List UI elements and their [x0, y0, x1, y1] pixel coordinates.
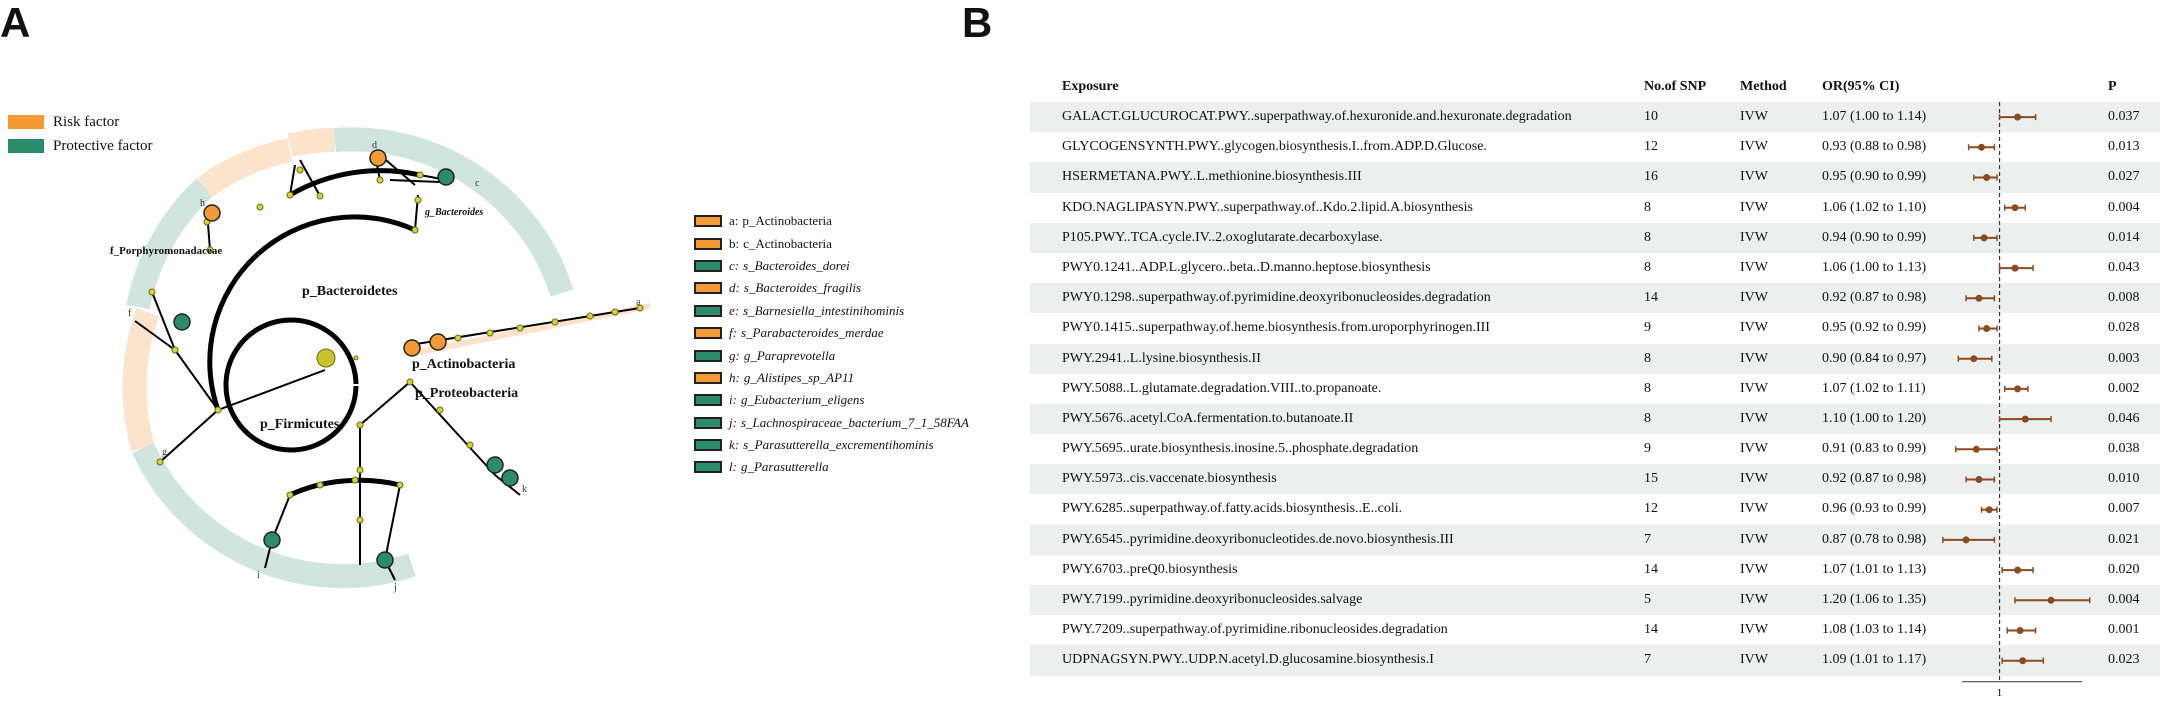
table-row: [1030, 645, 2160, 675]
legend-protective-row: [8, 134, 153, 158]
node: [357, 467, 363, 473]
node: [397, 482, 403, 488]
row-method: IVW: [1740, 531, 1768, 547]
row-nsnp: 14: [1644, 290, 1658, 306]
row-or: 1.06 (1.02 to 1.10): [1822, 199, 1927, 215]
node: [455, 335, 461, 341]
clade-key-item: [694, 232, 969, 254]
node: [412, 227, 418, 233]
table-row: [1030, 102, 2160, 132]
clade-key-letter: b:: [729, 235, 740, 251]
tip-letter-j: j: [394, 582, 397, 593]
row-method: IVW: [1740, 199, 1768, 215]
node-alistipes: [204, 205, 220, 221]
row-p: 0.007: [2108, 501, 2140, 517]
row-nsnp: 7: [1644, 652, 1651, 668]
tip-letter-i: i: [257, 570, 260, 581]
row-or: 1.20 (1.06 to 1.35): [1822, 592, 1927, 607]
row-or: 1.08 (1.03 to 1.14): [1822, 622, 1927, 638]
row-exposure: HSERMETANA.PWY..L.methionine.biosynthesis.III: [1062, 169, 1362, 185]
clade-color-box: [694, 327, 722, 339]
branch-line: [218, 370, 325, 410]
header-exposure: Exposure: [1062, 79, 1119, 94]
clade-color-box: [694, 372, 722, 384]
row-method: IVW: [1740, 139, 1768, 155]
row-nsnp: 10: [1644, 109, 1658, 124]
row-p: 0.023: [2108, 652, 2140, 668]
clade-highlight-firmicutes: [143, 448, 412, 576]
row-exposure: UDPNAGSYN.PWY..UDP.N.acetyl.D.glucosamine.biosynthesis.I: [1062, 652, 1434, 668]
clade-key-name: g_Paraprevotella: [743, 347, 836, 363]
node: [317, 482, 323, 488]
node: [149, 289, 155, 295]
clade-key-item: [694, 412, 969, 434]
factor-legend: [8, 110, 153, 158]
node: [437, 407, 443, 413]
label-actinobacteria: p_Actinobacteria: [412, 357, 516, 372]
row-or: 1.07 (1.00 to 1.14): [1822, 109, 1927, 124]
row-exposure: PWY.7199..pyrimidine.deoxyribonucleosides.salvage: [1062, 592, 1363, 607]
row-p: 0.013: [2108, 139, 2140, 155]
label-proteobacteria: p_Proteobacteria: [415, 386, 519, 401]
node: [157, 459, 163, 465]
row-or: 1.10 (1.00 to 1.20): [1822, 410, 1927, 426]
clade-highlight-parabacteroides: [135, 312, 148, 448]
clade-key-item: [694, 434, 969, 456]
row-exposure: PWY0.1415..superpathway.of.heme.biosynthesis.from.uroporphyrinogen.III: [1062, 320, 1490, 336]
branch-line: [385, 485, 400, 560]
node: [587, 313, 593, 319]
node: [257, 204, 263, 210]
branch-bacteroides-arc: [290, 171, 420, 195]
legend-risk-row: [8, 110, 153, 134]
row-nsnp: 12: [1644, 501, 1658, 517]
clade-color-box: [694, 461, 722, 473]
row-nsnp: 9: [1644, 320, 1651, 336]
branch-firmicutes-arc: [290, 480, 400, 495]
branch-bacteroidetes-arc: [210, 217, 415, 410]
clade-key-letter: l:: [729, 459, 737, 475]
clade-key-name: c_Actinobacteria: [743, 235, 832, 251]
clade-key-letter: k:: [729, 437, 740, 453]
x-axis-tick-label: 1: [1996, 686, 2003, 699]
node: [487, 330, 493, 336]
node-bacteroides-dorei: [438, 169, 454, 185]
branch-line: [360, 382, 410, 425]
clade-key-item: [694, 344, 969, 366]
clade-key-name: g_Eubacterium_eligens: [740, 392, 865, 408]
forest-header-row: [1030, 72, 2160, 102]
row-nsnp: 15: [1644, 471, 1658, 487]
node-actinobacteria-phylum: [404, 340, 420, 356]
clade-key-item: [694, 456, 969, 478]
table-row: [1030, 585, 2160, 615]
clade-key-item: [694, 322, 969, 344]
clade-key-letter: i:: [729, 392, 737, 408]
tip-letter-g: g: [162, 447, 167, 458]
table-row: [1030, 132, 2160, 162]
risk-swatch: [8, 115, 44, 129]
row-p: 0.001: [2108, 622, 2140, 638]
node: [415, 197, 421, 203]
clade-key-name: s_Bacteroides_dorei: [743, 257, 850, 273]
row-or: 0.92 (0.87 to 0.98): [1822, 471, 1927, 487]
row-exposure: PWY.6285..superpathway.of.fatty.acids.biosynthesis..E..coli.: [1062, 501, 1403, 517]
clade-key-letter: h:: [729, 369, 740, 385]
row-nsnp: 12: [1644, 139, 1658, 155]
row-or: 0.94 (0.90 to 0.99): [1822, 229, 1927, 245]
clade-key-item: [694, 255, 969, 277]
row-method: IVW: [1740, 109, 1768, 124]
row-method: IVW: [1740, 259, 1768, 275]
clade-color-box: [694, 238, 722, 250]
row-p: 0.043: [2108, 259, 2140, 275]
row-exposure: PWY0.1298..superpathway.of.pyrimidine.deoxyribonucleosides.degradation: [1062, 290, 1491, 306]
row-or: 1.07 (1.02 to 1.11): [1822, 380, 1926, 396]
node-parasutterella-species: [502, 470, 518, 486]
node: [377, 177, 383, 183]
root-node: [317, 349, 335, 367]
node: [357, 517, 363, 523]
clade-key-item: [694, 389, 969, 411]
row-or: 0.91 (0.83 to 0.99): [1822, 441, 1927, 457]
tip-letter-f: f: [128, 308, 132, 319]
protective-label: Protective factor: [53, 137, 153, 154]
row-exposure: GLYCOGENSYNTH.PWY..glycogen.biosynthesis.I..from.ADP.D.Glucose.: [1062, 139, 1487, 155]
row-p: 0.020: [2108, 561, 2140, 577]
row-p: 0.004: [2108, 592, 2140, 607]
node-eubacterium: [264, 532, 280, 548]
table-row: [1030, 525, 2160, 555]
branch-line: [160, 410, 218, 462]
row-nsnp: 8: [1644, 410, 1651, 426]
row-exposure: PWY.7209..superpathway.of.pyrimidine.ribonucleosides.degradation: [1062, 622, 1448, 638]
table-row: [1030, 404, 2160, 434]
node-actinobacteria-class: [430, 334, 446, 350]
row-method: IVW: [1740, 410, 1768, 426]
table-row: [1030, 313, 2160, 343]
row-nsnp: 8: [1644, 380, 1651, 396]
row-or: 0.92 (0.87 to 0.98): [1822, 290, 1927, 306]
clade-key-letter: c:: [729, 257, 740, 273]
row-exposure: KDO.NAGLIPASYN.PWY..superpathway.of..Kdo.2.lipid.A.biosynthesis: [1062, 199, 1473, 215]
clade-key-name: s_Parabacteroides_merdae: [740, 325, 884, 341]
row-or: 0.96 (0.93 to 0.99): [1822, 501, 1927, 517]
row-or: 0.87 (0.78 to 0.98): [1822, 531, 1927, 547]
node: [407, 379, 413, 385]
risk-label: Risk factor: [53, 113, 120, 130]
row-method: IVW: [1740, 290, 1768, 306]
label-bacteroidetes: p_Bacteroidetes: [302, 284, 398, 299]
row-p: 0.002: [2108, 380, 2140, 396]
row-exposure: P105.PWY..TCA.cycle.IV..2.oxoglutarate.decarboxylase.: [1062, 229, 1383, 245]
node: [215, 407, 221, 413]
row-exposure: PWY.5676..acetyl.CoA.fermentation.to.butanoate.II: [1062, 410, 1354, 426]
header-method: Method: [1740, 79, 1787, 94]
row-method: IVW: [1740, 320, 1768, 336]
row-method: IVW: [1740, 441, 1768, 457]
clade-key-letter: j:: [729, 414, 737, 430]
clade-key-name: p_Actinobacteria: [742, 213, 832, 229]
node-barnesiella: [174, 314, 190, 330]
clade-key-letter: e:: [729, 302, 740, 318]
clade-color-box: [694, 260, 722, 272]
header-or: OR(95% CI): [1822, 79, 1900, 94]
label-firmicutes: p_Firmicutes: [260, 417, 340, 432]
row-nsnp: 8: [1644, 199, 1651, 215]
panel-label-b: B: [962, 0, 993, 46]
clade-highlight-bacteroides-dorei: [290, 140, 335, 145]
row-method: IVW: [1740, 380, 1768, 396]
row-exposure: PWY.6703..preQ0.biosynthesis: [1062, 561, 1238, 577]
row-exposure: PWY.6545..pyrimidine.deoxyribonucleotides.de.novo.biosynthesis.III: [1062, 531, 1454, 547]
clade-key-letter: d:: [729, 280, 740, 296]
row-p: 0.046: [2108, 410, 2140, 426]
clade-color-box: [694, 417, 722, 429]
row-p: 0.014: [2108, 229, 2140, 245]
row-nsnp: 8: [1644, 259, 1651, 275]
row-or: 0.90 (0.84 to 0.97): [1822, 350, 1927, 366]
clade-key-name: s_Lachnospiraceae_bacterium_7_1_58FAA: [740, 414, 969, 430]
node: [612, 309, 618, 315]
node: [354, 356, 358, 360]
row-p: 0.010: [2108, 471, 2140, 487]
clade-color-box: [694, 215, 722, 227]
row-exposure: GALACT.GLUCUROCAT.PWY..superpathway.of.hexuronide.and.hexuronate.degradation: [1062, 109, 1572, 124]
clade-key-name: s_Bacteroides_fragilis: [743, 280, 862, 296]
clade-key-name: s_Barnesiella_intestinihominis: [743, 302, 905, 318]
row-p: 0.008: [2108, 290, 2140, 306]
clade-key-item: [694, 367, 969, 389]
clade-key-legend: [694, 210, 969, 479]
node: [172, 347, 178, 353]
row-nsnp: 14: [1644, 622, 1658, 638]
tip-letter-a: a: [636, 297, 641, 308]
clade-key-letter: g:: [729, 347, 740, 363]
node: [287, 192, 293, 198]
row-method: IVW: [1740, 169, 1768, 185]
clade-key-item: [694, 300, 969, 322]
node: [517, 325, 523, 331]
tip-letter-d: d: [372, 140, 377, 151]
table-row: [1030, 555, 2160, 585]
row-method: IVW: [1740, 592, 1768, 607]
table-row: [1030, 223, 2160, 253]
row-nsnp: 9: [1644, 441, 1651, 457]
tip-letter-h: h: [200, 198, 205, 209]
row-method: IVW: [1740, 501, 1768, 517]
clade-key-letter: a:: [729, 213, 739, 229]
tip-letter-k: k: [522, 484, 527, 495]
row-exposure: PWY.5695..urate.biosynthesis.inosine.5..phosphate.degradation: [1062, 441, 1419, 457]
table-row: [1030, 283, 2160, 313]
header-nsnp: No.of SNP: [1644, 79, 1707, 94]
row-exposure: PWY.5088..L.glutamate.degradation.VIII..to.propanoate.: [1062, 380, 1382, 396]
clade-color-box: [694, 394, 722, 406]
row-p: 0.027: [2108, 169, 2140, 185]
node: [467, 442, 473, 448]
forest-table: [1030, 72, 2160, 699]
table-row: [1030, 253, 2160, 283]
row-nsnp: 8: [1644, 229, 1651, 245]
row-exposure: PWY.5973..cis.vaccenate.biosynthesis: [1062, 471, 1277, 487]
row-exposure: PWY.2941..L.lysine.biosynthesis.II: [1062, 350, 1261, 366]
clade-color-box: [694, 439, 722, 451]
row-method: IVW: [1740, 471, 1768, 487]
clade-key-item: [694, 277, 969, 299]
row-p: 0.004: [2108, 199, 2140, 215]
clade-highlight-alistipes: [205, 150, 290, 187]
row-nsnp: 8: [1644, 350, 1651, 366]
table-row: [1030, 494, 2160, 524]
clade-key-name: g_Alistipes_sp_AP11: [743, 369, 855, 385]
row-nsnp: 5: [1644, 592, 1651, 607]
row-or: 0.95 (0.92 to 0.99): [1822, 320, 1927, 336]
row-p: 0.021: [2108, 531, 2140, 547]
table-row: [1030, 434, 2160, 464]
row-method: IVW: [1740, 350, 1768, 366]
row-or: 0.95 (0.90 to 0.99): [1822, 169, 1927, 185]
protective-swatch: [8, 139, 44, 153]
label-porphyromonadaceae: f_Porphyromonadaceae: [110, 245, 223, 257]
node-bacteroides-fragilis: [370, 150, 386, 166]
row-p: 0.037: [2108, 109, 2140, 124]
branch-line: [390, 180, 440, 182]
header-p: P: [2108, 79, 2117, 94]
node: [417, 172, 423, 178]
row-or: 1.07 (1.01 to 1.13): [1822, 561, 1927, 577]
row-or: 1.06 (1.00 to 1.13): [1822, 259, 1927, 275]
row-method: IVW: [1740, 622, 1768, 638]
row-exposure: PWY0.1241..ADP.L.glycero..beta..D.manno.heptose.biosynthesis: [1062, 259, 1431, 275]
row-nsnp: 7: [1644, 531, 1651, 547]
node-lachnospiraceae: [377, 552, 393, 568]
panel-label-a: A: [0, 0, 31, 46]
clade-key-name: g_Parasutterella: [740, 459, 829, 475]
clade-color-box: [694, 350, 722, 362]
clade-color-box: [694, 305, 722, 317]
table-row: [1030, 464, 2160, 494]
node: [317, 193, 323, 199]
tip-letter-c: c: [475, 178, 480, 189]
node-parasutterella: [487, 457, 503, 473]
row-or: 1.09 (1.01 to 1.17): [1822, 652, 1927, 668]
node: [552, 319, 558, 325]
table-row: [1030, 193, 2160, 223]
node: [297, 167, 303, 173]
row-method: IVW: [1740, 652, 1768, 668]
row-nsnp: 16: [1644, 169, 1658, 185]
forest-rows: [1030, 102, 2160, 676]
table-row: [1030, 344, 2160, 374]
row-method: IVW: [1740, 561, 1768, 577]
table-row: [1030, 374, 2160, 404]
label-bacteroides: g_Bacteroides: [425, 207, 484, 218]
table-row: [1030, 615, 2160, 645]
row-p: 0.028: [2108, 320, 2140, 336]
clade-key-name: s_Parasutterella_excrementihominis: [743, 437, 934, 453]
node: [352, 477, 358, 483]
row-p: 0.038: [2108, 441, 2140, 457]
clade-key-item: [694, 210, 969, 232]
row-p: 0.003: [2108, 350, 2140, 366]
row-or: 0.93 (0.88 to 0.98): [1822, 139, 1927, 155]
clade-color-box: [694, 282, 722, 294]
row-nsnp: 14: [1644, 561, 1658, 577]
row-method: IVW: [1740, 229, 1768, 245]
node: [357, 422, 363, 428]
node: [287, 492, 293, 498]
clade-key-letter: f:: [729, 325, 737, 341]
table-row: [1030, 162, 2160, 192]
